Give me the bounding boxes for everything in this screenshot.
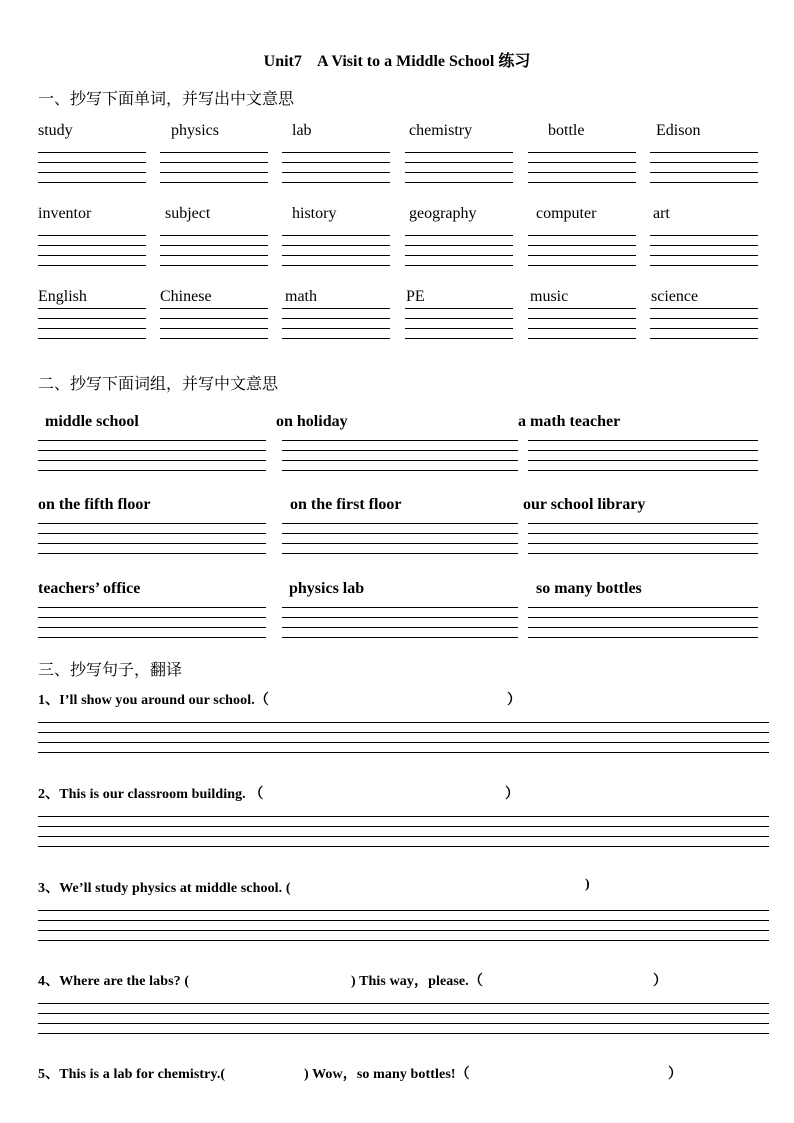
word-label: inventor <box>38 205 92 222</box>
word-writing-line-4[interactable] <box>160 338 268 339</box>
word-writing-line-2[interactable] <box>650 245 758 246</box>
word-writing-line-4[interactable] <box>650 265 758 266</box>
word-writing-line-3[interactable] <box>38 328 146 329</box>
word-writing-line-3[interactable] <box>405 255 513 256</box>
phrase-label: on holiday <box>276 413 348 430</box>
sentence-writing-line-3[interactable] <box>38 1023 769 1024</box>
word-writing-line-4[interactable] <box>405 265 513 266</box>
word-writing-line-2[interactable] <box>160 245 268 246</box>
phrase-writing-line-4[interactable] <box>528 637 758 638</box>
word-writing-line-4[interactable] <box>528 182 636 183</box>
word-writing-line-4[interactable] <box>405 182 513 183</box>
word-writing-line-2[interactable] <box>528 318 636 319</box>
word-writing-line-2[interactable] <box>282 245 390 246</box>
word-writing-line-4[interactable] <box>282 338 390 339</box>
word-writing-line-2[interactable] <box>160 162 268 163</box>
phrase-writing-line-1[interactable] <box>38 440 266 441</box>
word-writing-line-4[interactable] <box>38 265 146 266</box>
word-label: Edison <box>656 122 701 139</box>
phrase-writing-line-3[interactable] <box>528 627 758 628</box>
phrase-writing-line-1[interactable] <box>282 440 518 441</box>
word-label: geography <box>409 205 477 222</box>
word-writing-line-3[interactable] <box>528 255 636 256</box>
phrase-label: a math teacher <box>518 413 621 430</box>
sentence-writing-line-2[interactable] <box>38 920 769 921</box>
word-writing-line-1[interactable] <box>282 235 390 236</box>
translation-bracket-close: ） <box>653 974 668 989</box>
word-writing-line-1[interactable] <box>528 308 636 309</box>
sentence-writing-line-4[interactable] <box>38 752 769 753</box>
sentence-text-continued: ) Wow，so many bottles!（ <box>304 1067 470 1082</box>
word-writing-line-1[interactable] <box>282 308 390 309</box>
phrase-label: middle school <box>45 413 139 430</box>
sentence-text-continued: ) This way，please.（ <box>351 974 483 989</box>
word-writing-line-2[interactable] <box>282 318 390 319</box>
phrase-writing-line-1[interactable] <box>282 523 518 524</box>
word-writing-line-1[interactable] <box>38 152 146 153</box>
word-writing-line-4[interactable] <box>650 182 758 183</box>
word-writing-line-1[interactable] <box>160 152 268 153</box>
phrase-label: our school library <box>523 496 646 513</box>
phrase-label: on the first floor <box>290 496 402 513</box>
sentence-text: 4、Where are the labs? ( <box>38 974 190 989</box>
phrase-writing-line-1[interactable] <box>282 607 518 608</box>
sentence-writing-line-4[interactable] <box>38 846 769 847</box>
phrase-writing-line-1[interactable] <box>38 523 266 524</box>
translation-bracket-close: ） <box>505 787 520 802</box>
phrase-writing-line-4[interactable] <box>38 637 266 638</box>
word-writing-line-1[interactable] <box>405 308 513 309</box>
word-writing-line-4[interactable] <box>160 265 268 266</box>
word-writing-line-1[interactable] <box>38 308 146 309</box>
word-label: history <box>292 205 337 222</box>
word-writing-line-2[interactable] <box>405 245 513 246</box>
phrase-writing-line-1[interactable] <box>38 607 266 608</box>
word-label: subject <box>165 205 211 222</box>
phrase-writing-line-4[interactable] <box>282 470 518 471</box>
phrase-writing-line-1[interactable] <box>528 523 758 524</box>
sentence-text: 2、This is our classroom building. （ <box>38 787 264 802</box>
word-label: Chinese <box>160 288 212 305</box>
phrase-writing-line-4[interactable] <box>528 553 758 554</box>
word-writing-line-3[interactable] <box>528 172 636 173</box>
section-3-heading: 三、抄写句子，翻译 <box>38 660 183 679</box>
sentence-writing-line-2[interactable] <box>38 732 769 733</box>
word-writing-line-4[interactable] <box>528 338 636 339</box>
word-label: computer <box>536 205 597 222</box>
word-writing-line-2[interactable] <box>650 162 758 163</box>
word-label: study <box>38 122 73 139</box>
word-writing-line-1[interactable] <box>405 152 513 153</box>
sentence-writing-line-2[interactable] <box>38 1013 769 1014</box>
word-writing-line-4[interactable] <box>282 182 390 183</box>
word-writing-line-2[interactable] <box>160 318 268 319</box>
phrase-writing-line-2[interactable] <box>528 450 758 451</box>
phrase-writing-line-3[interactable] <box>282 627 518 628</box>
word-writing-line-4[interactable] <box>405 338 513 339</box>
phrase-writing-line-3[interactable] <box>282 460 518 461</box>
phrase-writing-line-2[interactable] <box>282 533 518 534</box>
sentence-writing-line-4[interactable] <box>38 1033 769 1034</box>
word-writing-line-3[interactable] <box>38 255 146 256</box>
phrase-writing-line-4[interactable] <box>38 553 266 554</box>
word-writing-line-3[interactable] <box>405 328 513 329</box>
sentence-text: 3、We’ll study physics at middle school. ( <box>38 881 291 896</box>
word-writing-line-1[interactable] <box>528 235 636 236</box>
sentence-writing-line-2[interactable] <box>38 826 769 827</box>
phrase-label: on the fifth floor <box>38 496 151 513</box>
word-writing-line-2[interactable] <box>405 318 513 319</box>
sentence-writing-line-3[interactable] <box>38 836 769 837</box>
phrase-writing-line-3[interactable] <box>38 543 266 544</box>
phrase-writing-line-2[interactable] <box>282 450 518 451</box>
phrase-writing-line-2[interactable] <box>38 450 266 451</box>
word-writing-line-3[interactable] <box>650 172 758 173</box>
word-writing-line-3[interactable] <box>160 255 268 256</box>
phrase-writing-line-1[interactable] <box>528 607 758 608</box>
sentence-writing-line-3[interactable] <box>38 930 769 931</box>
word-writing-line-2[interactable] <box>528 245 636 246</box>
sentence-writing-line-3[interactable] <box>38 742 769 743</box>
word-writing-line-4[interactable] <box>160 182 268 183</box>
phrase-label: so many bottles <box>536 580 642 597</box>
word-label: chemistry <box>409 122 473 139</box>
word-writing-line-1[interactable] <box>38 235 146 236</box>
sentence-writing-line-1[interactable] <box>38 722 769 723</box>
word-label: bottle <box>548 122 585 139</box>
word-writing-line-1[interactable] <box>650 308 758 309</box>
phrase-writing-line-3[interactable] <box>38 627 266 628</box>
word-writing-line-4[interactable] <box>38 182 146 183</box>
phrase-writing-line-4[interactable] <box>282 637 518 638</box>
word-writing-line-4[interactable] <box>528 265 636 266</box>
word-writing-line-3[interactable] <box>160 172 268 173</box>
translation-bracket-close: ） <box>668 1067 683 1082</box>
word-writing-line-2[interactable] <box>38 162 146 163</box>
word-label: English <box>38 288 87 305</box>
phrase-writing-line-2[interactable] <box>282 617 518 618</box>
word-writing-line-1[interactable] <box>405 235 513 236</box>
phrase-writing-line-2[interactable] <box>38 617 266 618</box>
phrase-writing-line-2[interactable] <box>528 533 758 534</box>
word-writing-line-2[interactable] <box>405 162 513 163</box>
word-writing-line-1[interactable] <box>282 152 390 153</box>
sentence-text: 1、I’ll show you around our school.（ <box>38 693 269 708</box>
phrase-writing-line-4[interactable] <box>528 470 758 471</box>
phrase-writing-line-4[interactable] <box>282 553 518 554</box>
phrase-writing-line-2[interactable] <box>38 533 266 534</box>
word-label: physics <box>171 122 219 139</box>
word-writing-line-1[interactable] <box>650 152 758 153</box>
word-writing-line-2[interactable] <box>650 318 758 319</box>
word-writing-line-4[interactable] <box>38 338 146 339</box>
word-writing-line-2[interactable] <box>38 245 146 246</box>
word-writing-line-2[interactable] <box>282 162 390 163</box>
phrase-writing-line-3[interactable] <box>38 460 266 461</box>
sentence-text: 5、This is a lab for chemistry.( <box>38 1067 226 1082</box>
word-label: PE <box>406 288 425 305</box>
word-writing-line-3[interactable] <box>405 172 513 173</box>
word-writing-line-3[interactable] <box>282 255 390 256</box>
word-writing-line-3[interactable] <box>160 328 268 329</box>
phrase-writing-line-3[interactable] <box>528 543 758 544</box>
word-writing-line-4[interactable] <box>650 338 758 339</box>
word-writing-line-3[interactable] <box>650 255 758 256</box>
word-label: lab <box>292 122 312 139</box>
word-writing-line-1[interactable] <box>160 308 268 309</box>
page-title: Unit7 A Visit to a Middle School 练习 <box>263 53 531 70</box>
word-writing-line-1[interactable] <box>160 235 268 236</box>
word-writing-line-4[interactable] <box>282 265 390 266</box>
word-writing-line-1[interactable] <box>650 235 758 236</box>
word-writing-line-3[interactable] <box>38 172 146 173</box>
word-writing-line-3[interactable] <box>650 328 758 329</box>
phrase-writing-line-1[interactable] <box>528 440 758 441</box>
word-writing-line-1[interactable] <box>528 152 636 153</box>
word-label: art <box>653 205 670 222</box>
phrase-label: physics lab <box>289 580 365 597</box>
sentence-writing-line-1[interactable] <box>38 910 769 911</box>
sentence-writing-line-4[interactable] <box>38 940 769 941</box>
word-writing-line-3[interactable] <box>528 328 636 329</box>
sentence-writing-line-1[interactable] <box>38 816 769 817</box>
translation-bracket-close: ) <box>585 877 590 892</box>
word-writing-line-2[interactable] <box>38 318 146 319</box>
sentence-writing-line-1[interactable] <box>38 1003 769 1004</box>
phrase-writing-line-3[interactable] <box>528 460 758 461</box>
phrase-writing-line-3[interactable] <box>282 543 518 544</box>
word-writing-line-2[interactable] <box>528 162 636 163</box>
word-writing-line-3[interactable] <box>282 328 390 329</box>
section-2-heading: 二、抄写下面词组，并写中文意思 <box>38 374 279 393</box>
phrase-label: teachers’ office <box>38 580 141 597</box>
word-label: math <box>285 288 317 305</box>
word-label: science <box>651 288 699 305</box>
phrase-writing-line-4[interactable] <box>38 470 266 471</box>
phrase-writing-line-2[interactable] <box>528 617 758 618</box>
section-1-heading: 一、抄写下面单词，并写出中文意思 <box>38 89 295 108</box>
word-label: music <box>530 288 569 305</box>
translation-bracket-close: ） <box>507 693 522 708</box>
word-writing-line-3[interactable] <box>282 172 390 173</box>
